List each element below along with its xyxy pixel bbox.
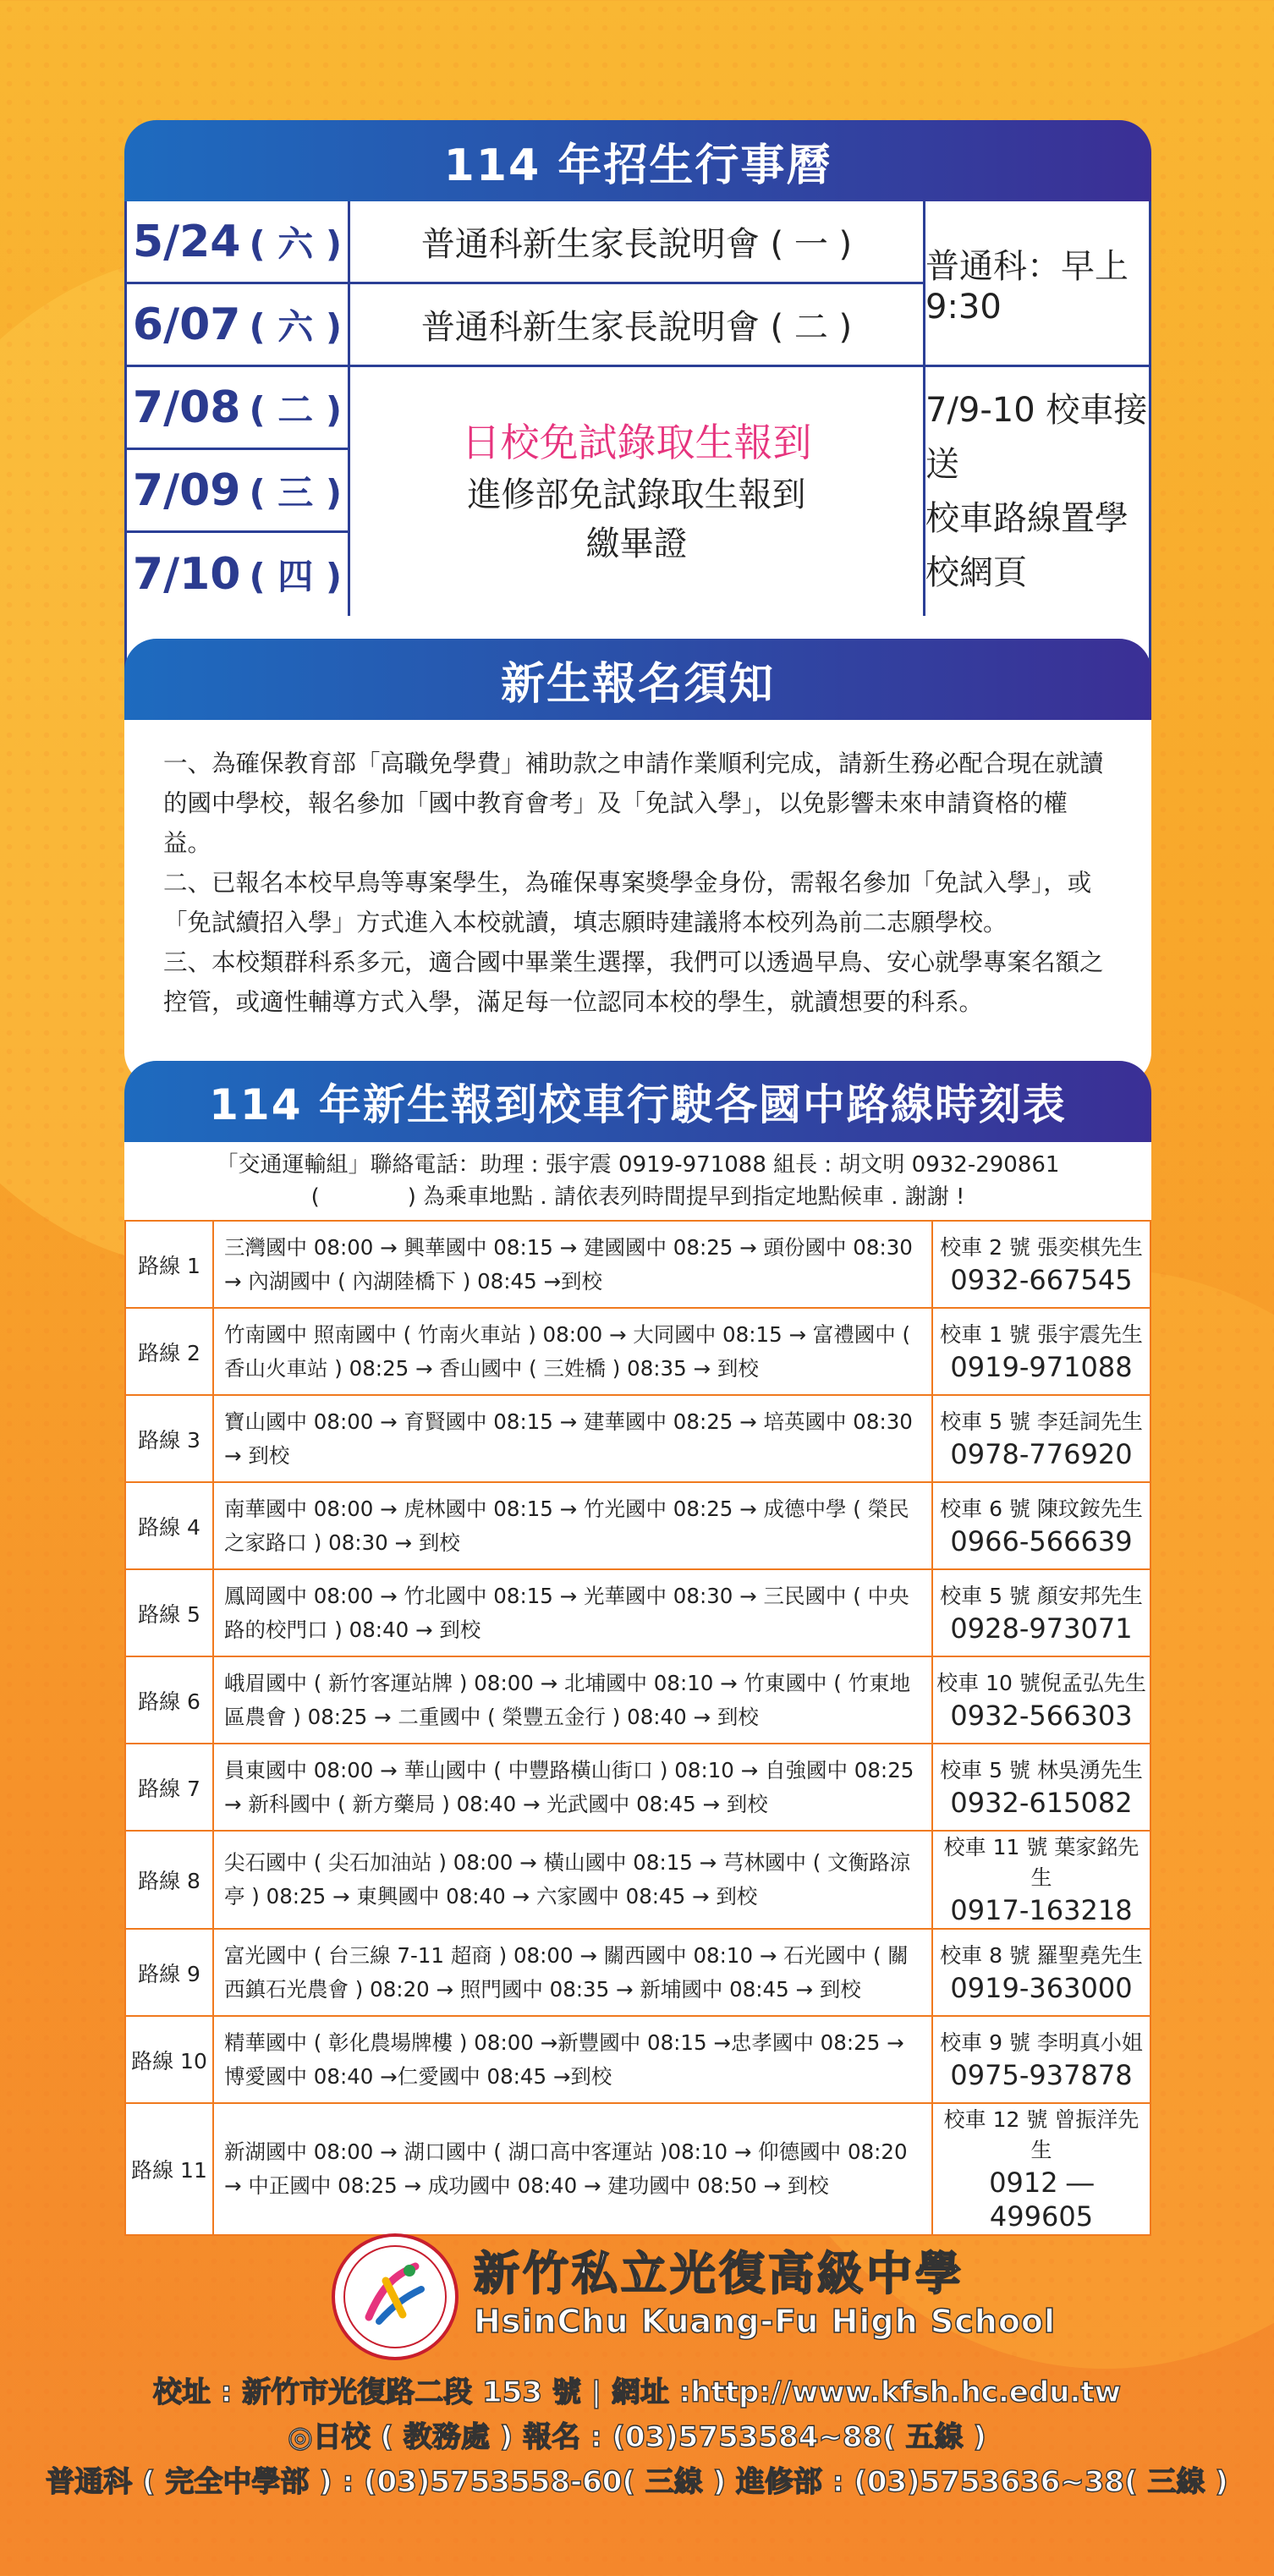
driver-name: 校車 2 號 張奕棋先生	[940, 1234, 1143, 1260]
department-phones: 普通科 ( 完全中學部 ) : (03)5753558-60( 三線 ) 進修部 : (03)5753636~38( 三線 )	[46, 2465, 1228, 2499]
route-path: 三灣國中 08:00 → 興華國中 08:15 → 建國國中 08:25 → 頭份國中 08:30 → 內湖國中 ( 內湖陸橋下 ) 08:45 →到校	[213, 1221, 932, 1308]
route-row	[125, 1482, 1150, 1569]
route-row	[125, 1221, 1150, 1308]
route-name: 路線 11	[125, 2103, 213, 2235]
route-name: 路線 1	[125, 1221, 213, 1308]
event-text: 普通科新生家長說明會 ( 一 )	[420, 225, 853, 264]
date-text: 5/24	[132, 216, 241, 267]
route-row	[125, 1744, 1150, 1831]
date-cell	[127, 201, 350, 284]
driver-phone: 0919-971088	[950, 1350, 1133, 1383]
notice-title: 新生報名須知	[124, 639, 1151, 720]
date-text: 7/10	[132, 549, 241, 600]
date-cell	[127, 367, 350, 450]
driver-name: 校車 5 號 顏安邦先生	[940, 1583, 1143, 1608]
route-driver	[932, 1482, 1150, 1569]
route-row	[125, 1308, 1150, 1395]
driver-phone: 0912 ― 499605	[989, 2167, 1094, 2233]
driver-phone: 0932-667545	[950, 1263, 1133, 1296]
route-driver	[932, 2016, 1150, 2103]
date-text: 7/09	[132, 464, 241, 516]
route-path: 精華國中 ( 彰化農場牌樓 ) 08:00 →新豐國中 08:15 →忠孝國中 08:25 →博愛國中 08:40 →仁愛國中 08:45 →到校	[213, 2016, 932, 2103]
driver-name: 校車 8 號 羅聖堯先生	[940, 1942, 1143, 1968]
enrollment-notice	[124, 639, 1151, 1085]
driver-phone: 0975-937878	[950, 2058, 1133, 2091]
route-driver	[932, 1395, 1150, 1482]
driver-phone: 0932-566303	[950, 1699, 1133, 1732]
notice-paragraph: 一、為確保教育部「高職免學費」補助款之申請作業順利完成，請新生務必配合現在就讀的國中學校，報名參加「國中教育會考」及「免試入學」，以免影響未來申請資格的權益。	[163, 750, 1104, 857]
route-name: 路線 8	[125, 1831, 213, 1929]
route-path: 新湖國中 08:00 → 湖口國中 ( 湖口高中客運站 )08:10 → 仰德國中 08:20 → 中正國中 08:25 → 成功國中 08:40 → 建功國中 08:50 → 到校	[213, 2103, 932, 2235]
route-name: 路線 2	[125, 1308, 213, 1395]
route-name: 路線 6	[125, 1656, 213, 1744]
bus-note-line1: 7/9-10 校車接送	[925, 391, 1148, 484]
driver-phone: 0928-973071	[950, 1612, 1133, 1645]
school-address: 校址 : 新竹市光復路二段 153 號 | 網址 :http://www.kfsh.hc.edu.tw	[152, 2376, 1122, 2409]
weekday-text: ( 六 )	[249, 305, 343, 348]
route-row	[125, 2016, 1150, 2103]
school-name-chinese: 新竹私立光復高級中學	[474, 2247, 964, 2300]
route-driver	[932, 2103, 1150, 2235]
driver-name: 校車 12 號 曾振洋先生	[943, 2107, 1139, 2162]
route-driver	[932, 1831, 1150, 1929]
weekday-text: ( 二 )	[249, 388, 343, 431]
bus-note-line: ( ) 為乘車地點 . 請依表列時間提早到指定地點候車 . 謝謝 !	[310, 1184, 965, 1210]
night-school-enrollment-text: 進修部免試錄取生報到	[467, 475, 806, 515]
certificate-text: 繳畢證	[585, 525, 688, 564]
driver-phone: 0966-566639	[950, 1524, 1133, 1557]
route-row	[125, 1569, 1150, 1656]
route-driver	[932, 1221, 1150, 1308]
route-path: 尖石國中 ( 尖石加油站 ) 08:00 → 橫山國中 08:15 → 芎林國中 ( 文衡路涼亭 ) 08:25 → 東興國中 08:40 → 六家國中 08:45 → 到校	[213, 1831, 932, 1929]
route-name: 路線 7	[125, 1744, 213, 1831]
driver-name: 校車 9 號 李明真小姐	[940, 2029, 1143, 2055]
route-path: 員東國中 08:00 → 華山國中 ( 中豐路橫山街口 ) 08:10 → 自強國中 08:25 → 新科國中 ( 新方藥局 ) 08:40 → 光武國中 08:45 → 到校	[213, 1744, 932, 1831]
driver-name: 校車 5 號 李廷詞先生	[940, 1409, 1143, 1434]
route-path: 南華國中 08:00 → 虎林國中 08:15 → 竹光國中 08:25 → 成德中學 ( 榮民之家路口 ) 08:30 → 到校	[213, 1482, 932, 1569]
driver-name: 校車 1 號 張宇震先生	[940, 1321, 1143, 1347]
enrollment-event-cell	[350, 367, 925, 616]
route-row	[125, 1929, 1150, 2016]
route-driver	[932, 1569, 1150, 1656]
day-school-enrollment-text: 日校免試錄取生報到	[461, 419, 812, 465]
driver-phone: 0917-163218	[950, 1894, 1133, 1926]
route-name: 路線 10	[125, 2016, 213, 2103]
event-cell	[350, 201, 925, 284]
school-logo	[332, 2233, 459, 2360]
bus-route-table	[124, 1220, 1151, 2236]
event-cell	[350, 284, 925, 367]
route-name: 路線 4	[125, 1482, 213, 1569]
time-note-text: 普通科：早上 9:30	[925, 247, 1128, 327]
calendar-title: 114 年招生行事曆	[124, 120, 1151, 201]
day-school-phone: ◎日校 ( 教務處 ) 報名 : (03)5753584~88( 五線 )	[288, 2420, 986, 2454]
driver-name: 校車 11 號 葉家銘先生	[943, 1835, 1139, 1890]
route-row	[125, 1395, 1150, 1482]
date-text: 6/07	[132, 299, 241, 350]
notice-paragraph: 二、已報名本校早鳥等專案學生，為確保專案獎學金身份，需報名參加「免試入學」，或「免試續招入學」方式進入本校就讀，填志願時建議將本校列為前二志願學校。	[163, 869, 1092, 936]
bus-title: 114 年新生報到校車行駛各國中路線時刻表	[124, 1061, 1151, 1142]
notice-body	[124, 720, 1151, 1085]
time-note-cell	[925, 201, 1149, 367]
driver-name: 校車 6 號 陳玟銨先生	[940, 1496, 1143, 1521]
route-row	[125, 1831, 1150, 1929]
driver-name: 校車 5 號 林吳湧先生	[940, 1757, 1143, 1782]
school-name-english: HsinChu Kuang-Fu High School	[474, 2303, 1057, 2340]
route-path: 富光國中 ( 台三線 7-11 超商 ) 08:00 → 關西國中 08:10 → 石光國中 ( 關西鎮石光農會 ) 08:20 → 照門國中 08:35 → 新埔國中 08:45 → 到校	[213, 1929, 932, 2016]
route-name: 路線 9	[125, 1929, 213, 2016]
event-text: 普通科新生家長說明會 ( 二 )	[420, 308, 853, 347]
driver-phone: 0919-363000	[950, 1971, 1133, 2004]
bus-note-cell	[925, 367, 1149, 616]
date-cell	[127, 284, 350, 367]
notice-paragraph: 三、本校類群科系多元，適合國中畢業生選擇，我們可以透過早鳥、安心就學專案名額之控管，或適性輔導方式入學，滿足每一位認同本校的學生，就讀想要的科系。	[163, 948, 1104, 1016]
driver-name: 校車 10 號倪孟弘先生	[936, 1670, 1146, 1695]
route-path: 寶山國中 08:00 → 育賢國中 08:15 → 建華國中 08:25 → 培英國中 08:30 → 到校	[213, 1395, 932, 1482]
bus-schedule	[124, 1061, 1151, 2236]
bus-note-line2: 校車路線置學校網頁	[925, 499, 1128, 592]
weekday-text: ( 六 )	[249, 222, 343, 265]
route-name: 路線 3	[125, 1395, 213, 1482]
date-cell	[127, 533, 350, 616]
route-driver	[932, 1744, 1150, 1831]
route-driver	[932, 1308, 1150, 1395]
route-row	[125, 1656, 1150, 1744]
route-path: 峨眉國中 ( 新竹客運站牌 ) 08:00 → 北埔國中 08:10 → 竹東國中 ( 竹東地區農會 ) 08:25 → 二重國中 ( 榮豐五金行 ) 08:40 → 到校	[213, 1656, 932, 1744]
driver-phone: 0978-776920	[950, 1437, 1133, 1470]
date-text: 7/08	[132, 382, 241, 433]
route-path: 鳳岡國中 08:00 → 竹北國中 08:15 → 光華國中 08:30 → 三民國中 ( 中央路的校門口 ) 08:40 → 到校	[213, 1569, 932, 1656]
school-logo-icon	[335, 2237, 455, 2357]
route-row	[125, 2103, 1150, 2235]
weekday-text: ( 三 )	[249, 471, 343, 514]
route-path: 竹南國中 照南國中 ( 竹南火車站 ) 08:00 → 大同國中 08:15 → 富禮國中 ( 香山火車站 ) 08:25 → 香山國中 ( 三姓橋 ) 08:35 → 到校	[213, 1308, 932, 1395]
weekday-text: ( 四 )	[249, 556, 343, 597]
route-driver	[932, 1929, 1150, 2016]
bus-contact-line: 「交通運輸組」聯絡電話：助理 : 張宇震 0919-971088 組長 : 胡文明 0932-290861	[216, 1152, 1060, 1178]
driver-phone: 0932-615082	[950, 1786, 1133, 1819]
route-driver	[932, 1656, 1150, 1744]
route-name: 路線 5	[125, 1569, 213, 1656]
bus-contact-info	[124, 1142, 1151, 1220]
date-cell	[127, 450, 350, 533]
